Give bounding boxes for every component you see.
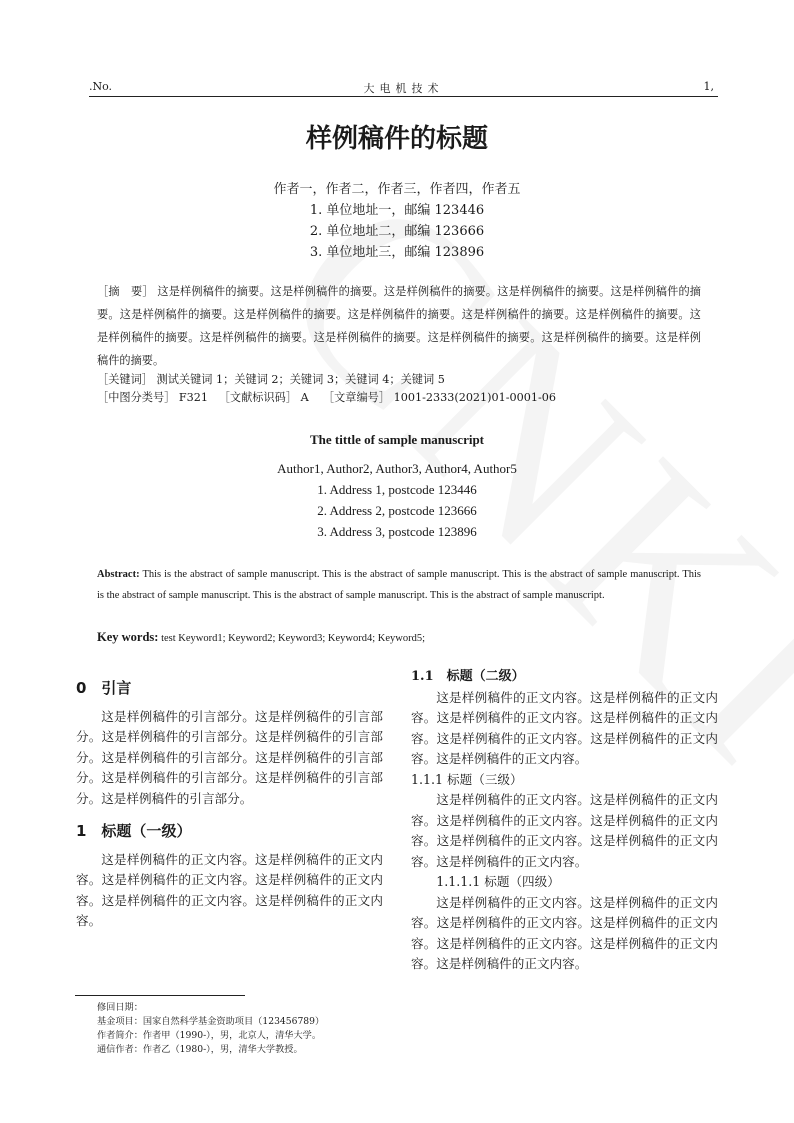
heading-level4: 1.1.1.1 标题（四级）: [436, 874, 560, 889]
keywords-en-text: test Keyword1; Keyword2; Keyword3; Keyword4; Keyword5;: [161, 633, 425, 644]
body-paragraph-4: 这是样例稿件的正文内容。这是样例稿件的正文内容。这是样例稿件的正文内容。这是样例稿件的正文内容。这是样例稿件的正文内容。这是样例稿件的正文内容。这是样例稿件的正文内容。: [411, 894, 718, 971]
address-en-2: 2. Address 2, postcode 123666: [317, 503, 477, 518]
authors-en: Author1, Author2, Author3, Author4, Author5: [277, 461, 517, 476]
abstract-en: [97, 564, 701, 606]
running-header: [89, 80, 718, 97]
abstract-cn-label: ［摘 要］: [97, 285, 154, 298]
heading-level2: 1.1 标题（二级）: [411, 669, 525, 684]
address-cn-3: 3. 单位地址三，邮编 123896: [309, 245, 485, 260]
body-paragraph-3: 这是样例稿件的正文内容。这是样例稿件的正文内容。这是样例稿件的正文内容。这是样例稿件的正文内容。这是样例稿件的正文内容。这是样例稿件的正文内容。这是样例稿件的正文内容。: [411, 792, 718, 869]
title-en: The tittle of sample manuscript: [309, 432, 485, 447]
header-page: 1,: [703, 80, 714, 93]
paper-title: 样例稿件的标题: [305, 124, 488, 154]
header-issue: .No.: [89, 80, 113, 93]
abstract-cn-text: 这是样例稿件的摘要。这是样例稿件的摘要。这是样例稿件的摘要。这是样例稿件的摘要。这是样例稿件的摘要。这是样例稿件的摘要。这是样例稿件的摘要。这是样例稿件的摘要。这是样例稿件的摘要。这是样例稿件的摘要。这是样例稿件的摘要。这是样例稿件的摘要。这是样例稿件的摘要。这是样例稿件的摘要。这是样例稿件的摘要。这是样例稿件的摘要。: [97, 285, 701, 367]
article-number-label: ［文章编号］: [322, 391, 391, 404]
right-column: [411, 667, 718, 975]
address-en-1: 1. Address 1, postcode 123446: [317, 482, 477, 497]
body-paragraph-1: 这是样例稿件的正文内容。这是样例稿件的正文内容。这是样例稿件的正文内容。这是样例稿件的正文内容。这是样例稿件的正文内容。这是样例稿件的正文内容。: [76, 851, 383, 928]
keywords-en: [97, 627, 701, 649]
article-number-value: 1001-2333(2021)01-0001-06: [393, 391, 557, 404]
intro-paragraph: 这是样例稿件的引言部分。这是样例稿件的引言部分。这是样例稿件的引言部分。这是样例稿件的引言部分。这是样例稿件的引言部分。这是样例稿件的引言部分。这是样例稿件的引言部分。这是样例稿件的引言部分。这是样例稿件的引言部分。: [76, 708, 383, 806]
heading-level1: 1 标题（一级）: [76, 822, 192, 840]
abstract-cn: [97, 280, 701, 372]
address-cn-2: 2. 单位地址二，邮编 123666: [309, 224, 485, 239]
address-en-3: 3. Address 3, postcode 123896: [317, 524, 477, 539]
doc-code-label: ［文献标识码］: [218, 391, 298, 404]
keywords-cn-label: ［关键词］: [97, 373, 153, 386]
abstract-en-text: This is the abstract of sample manuscript. This is the abstract of sample manuscript. This is the abstract of sample manuscript. This is the abstract of sample manuscript. This is the abstract of sample manuscript. This is the abstract of sample manuscript.: [97, 569, 702, 601]
keywords-cn-text: 测试关键词 1；关键词 2；关键词 3；关键词 4；关键词 5: [156, 373, 445, 386]
footnote-rule: [75, 995, 245, 996]
authors-cn: 作者一，作者二，作者三，作者四，作者五: [273, 182, 521, 197]
left-column: [76, 678, 383, 932]
footnote-author-bio: 作者简介：作者甲（1990-），男，北京人，清华大学。: [97, 1030, 322, 1041]
footnote-corresponding: 通信作者：作者乙（1980-），男，清华大学教授。: [97, 1044, 303, 1055]
footnote-funding: 基金项目：国家自然科学基金资助项目（123456789）: [97, 1016, 325, 1027]
heading-level3: 1.1.1 标题（三级）: [411, 771, 523, 787]
keywords-en-label: Key words:: [97, 630, 159, 644]
abstract-en-label: Abstract:: [97, 569, 140, 580]
body-paragraph-2: 这是样例稿件的正文内容。这是样例稿件的正文内容。这是样例稿件的正文内容。这是样例稿件的正文内容。这是样例稿件的正文内容。这是样例稿件的正文内容。这是样例稿件的正文内容。: [411, 689, 718, 766]
heading-intro: 0 引言: [76, 679, 132, 697]
address-cn-1: 1. 单位地址一，邮编 123446: [309, 203, 485, 218]
clc-label: ［中图分类号］: [97, 391, 176, 404]
header-journal: 大电机技术: [363, 82, 444, 95]
doc-code-value: A: [300, 391, 309, 404]
classification-line: [97, 386, 701, 409]
clc-value: F321: [178, 391, 209, 404]
footnote-revised: 修回日期：: [97, 1002, 143, 1013]
